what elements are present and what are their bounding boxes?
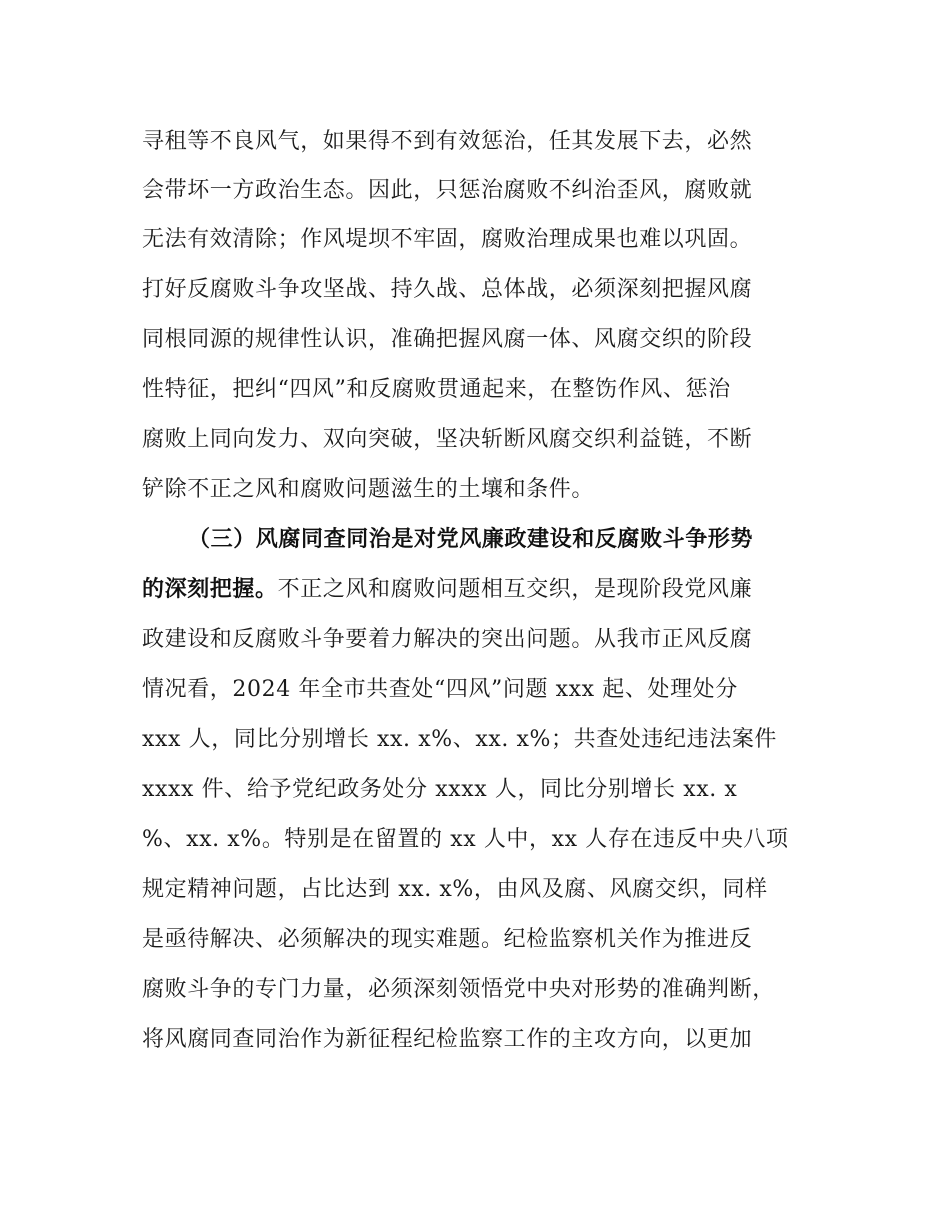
paragraph-line: 打好反腐败斗争攻坚战、持久战、总体战，必须深刻把握风腐 bbox=[142, 277, 753, 302]
section-heading-end: 的深刻把握。 bbox=[142, 577, 278, 602]
paragraph-line: 腐败上同向发力、双向突破，坚决斩断风腐交织利益链，不断 bbox=[142, 427, 753, 452]
paragraph-line: 寻租等不良风气，如果得不到有效惩治，任其发展下去，必然 bbox=[142, 129, 753, 154]
paragraph-line: 性特征，把纠“四风”和反腐败贯通起来，在整饬作风、惩治 bbox=[142, 377, 731, 402]
section-heading-continuation bbox=[142, 572, 752, 608]
paragraph-line: 会带坏一方政治生态。因此，只惩治腐败不纠治歪风，腐败就 bbox=[142, 178, 753, 203]
paragraph-text: 不正之风和腐败问题相互交织，是现阶段党风廉 bbox=[277, 577, 753, 602]
paragraph-line: 政建设和反腐败斗争要着力解决的突出问题。从我市正风反腐 bbox=[142, 627, 753, 652]
paragraph-line: 腐败斗争的专门力量，必须深刻领悟党中央对形势的准确判断， bbox=[142, 977, 775, 1002]
paragraph-line: 铲除不正之风和腐败问题滋生的土壤和条件。 bbox=[142, 477, 595, 502]
paragraph-line: 将风腐同查同治作为新征程纪检监察工作的主攻方向，以更加 bbox=[142, 1027, 753, 1052]
section-heading: （三）风腐同查同治是对党风廉政建设和反腐败斗争形势 bbox=[188, 527, 754, 552]
paragraph-line: 同根同源的规律性认识，准确把握风腐一体、风腐交织的阶段 bbox=[142, 327, 753, 352]
paragraph-line: 是亟待解决、必须解决的现实难题。纪检监察机关作为推进反 bbox=[142, 927, 753, 952]
paragraph-line: %、xx. x%。特别是在留置的 xx 人中，xx 人存在违反中央八项 bbox=[142, 827, 789, 852]
paragraph-line: xxxx 件、给予党纪政务处分 xxxx 人，同比分别增长 xx. x bbox=[142, 777, 738, 802]
paragraph-line: 规定精神问题，占比达到 xx. x%，由风及腐、风腐交织，同样 bbox=[142, 877, 768, 902]
paragraph-line: 无法有效清除；作风堤坝不牢固，腐败治理成果也难以巩固。 bbox=[142, 227, 753, 252]
paragraph-line: xxx 人，同比分别增长 xx. x%、xx. x%；共查处违纪违法案件 bbox=[142, 727, 778, 752]
paragraph-line: 情况看，2024 年全市共查处“四风”问题 xxx 起、处理处分 bbox=[142, 677, 738, 702]
